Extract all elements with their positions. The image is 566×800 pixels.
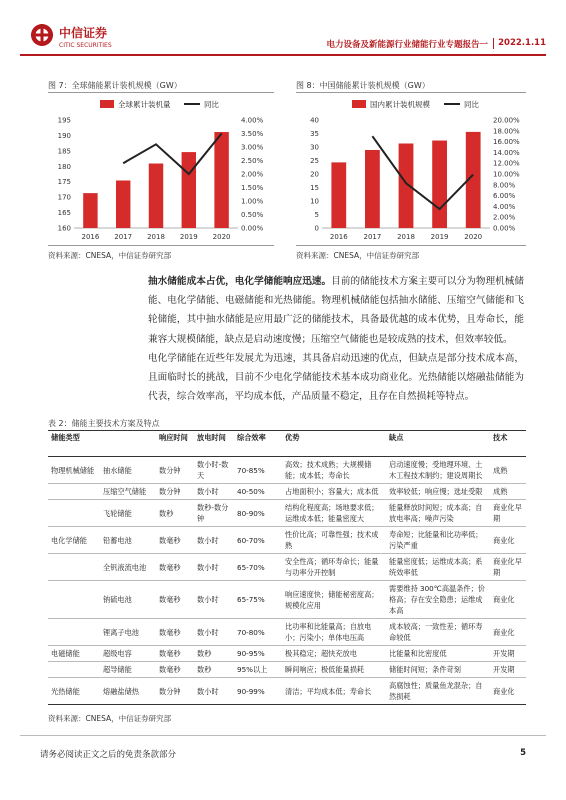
x-tick-label: 2017	[363, 233, 382, 241]
body-text	[148, 272, 524, 406]
y-tick-label: 185	[57, 147, 71, 156]
table-cell: 开发期	[490, 662, 526, 678]
col-header: 储能类型	[48, 431, 100, 457]
y-tick-label: 20	[310, 170, 319, 179]
col-header: 技术	[490, 431, 526, 457]
legend-label: 同比	[204, 100, 219, 109]
y-tick-label: 0	[314, 224, 319, 233]
line-series	[123, 134, 221, 175]
table-cell: 90-95%	[234, 646, 282, 662]
table-cell: 储能时间短；条件苛刻	[386, 662, 490, 678]
citic-logo-icon	[28, 22, 158, 52]
y2-tick-label: 8.00%	[493, 181, 516, 190]
table-cell: 极其稳定；超快充放电	[282, 646, 386, 662]
table-cell: 商业化早期	[490, 554, 526, 581]
table-row	[48, 527, 526, 554]
figure8-top-rule	[296, 92, 526, 93]
y2-tick-label: 14.00%	[493, 148, 520, 157]
table-cell: 65-75%	[234, 581, 282, 619]
header-separator	[493, 38, 494, 49]
table-cell: 70-85%	[234, 457, 282, 484]
footer-disclaimer: 请务必阅读正文之后的免责条款部分	[40, 750, 177, 760]
y-tick-label: 30	[310, 143, 319, 152]
citic-logo	[28, 22, 158, 52]
table-cell: 瞬间响应；极低能量损耗	[282, 662, 386, 678]
y2-tick-label: 2.00%	[493, 213, 516, 222]
y-tick-label: 5	[314, 211, 319, 219]
table-cell: 启动速度慢；受地理环境、土木工程技术制约；建设周期长	[386, 457, 490, 484]
col-header	[100, 431, 156, 457]
col-header: 优势	[282, 431, 386, 457]
table-cell: 80-90%	[234, 500, 282, 527]
table-cell: 全钒液流电池	[100, 554, 156, 581]
table-cell: 飞轮储能	[100, 500, 156, 527]
table-cell: 60-70%	[234, 527, 282, 554]
table-cell: 寿命短；比能量和比功率低；污染严重	[386, 527, 490, 554]
table-cell: 数毫秒	[156, 619, 194, 646]
table-cell: 高腐蚀性；质量鱼龙混杂；自然损耗	[386, 678, 490, 705]
table-cell: 安全性高；循环寿命长；能量与功率分开控制	[282, 554, 386, 581]
table-cell: 压缩空气储能	[100, 484, 156, 500]
y2-tick-label: 16.00%	[493, 138, 520, 147]
x-tick-label: 2018	[147, 233, 165, 241]
table-cell: 商业化	[490, 619, 526, 646]
table-cell: 抽水储能	[100, 457, 156, 484]
x-tick-label: 2018	[397, 233, 415, 241]
table-cell	[48, 500, 100, 527]
y2-tick-label: 2.50%	[241, 157, 264, 165]
table-cell: 成熟	[490, 457, 526, 484]
table-cell: 钠硫电池	[100, 581, 156, 619]
y2-tick-label: 20.00%	[493, 116, 520, 125]
table-cell: 成本较高；一致性差；循环寿命较低	[386, 619, 490, 646]
bar	[83, 193, 97, 228]
bar	[116, 180, 130, 228]
table-row	[48, 662, 526, 678]
table-cell: 数小时	[194, 554, 234, 581]
table-cell: 数小时	[194, 581, 234, 619]
table-cell: 成熟	[490, 484, 526, 500]
table-cell: 数毫秒	[156, 581, 194, 619]
table-cell: 开发期	[490, 646, 526, 662]
x-tick-label: 2019	[179, 233, 198, 241]
table-cell	[48, 581, 100, 619]
table-cell: 能量释放时间短；成本高；自放电率高；噪声污染	[386, 500, 490, 527]
table-cell: 占地面积小；容量大；成本低	[282, 484, 386, 500]
paragraph-heading: 抽水储能成本占优，电化学储能响应迅速。	[148, 276, 332, 287]
figure7-chart	[48, 94, 274, 244]
table-row	[48, 678, 526, 705]
table-row	[48, 581, 526, 619]
bar	[399, 143, 414, 228]
table-cell: 高效；技术成熟；大规模储能；成本低；寿命长	[282, 457, 386, 484]
y-tick-label: 15	[310, 184, 319, 192]
table-cell: 铅蓄电池	[100, 527, 156, 554]
table-cell: 清洁；平均成本低；寿命长	[282, 678, 386, 705]
table-cell: 数小时	[194, 678, 234, 705]
table-cell: 物理机械储能	[48, 457, 100, 484]
table-title: 表 2：储能主要技术方案及特点	[48, 419, 160, 428]
header-rule	[20, 54, 546, 56]
legend-swatch-bar	[352, 100, 366, 108]
table-cell: 数毫秒	[156, 527, 194, 554]
y2-tick-label: 1.50%	[241, 184, 264, 192]
table-cell: 能量密度低；运维成本高；系统效率低	[386, 554, 490, 581]
table-cell: 数分钟	[156, 457, 194, 484]
bar	[182, 152, 196, 228]
table-row	[48, 484, 526, 500]
y2-tick-label: 3.00%	[241, 143, 264, 152]
figure7-bottom-rule	[48, 245, 274, 246]
y2-tick-label: 12.00%	[493, 159, 520, 168]
legend-label: 全球累计装机量	[118, 100, 171, 109]
brand-en: CITIC SECURITIES	[59, 42, 112, 49]
table-cell: 性价比高；可靠性强；技术成熟	[282, 527, 386, 554]
y-tick-label: 180	[57, 162, 71, 171]
table-row	[48, 619, 526, 646]
table-cell: 结构化程度高；场地要求低；运维成本低；能量密度大	[282, 500, 386, 527]
x-tick-label: 2016	[329, 233, 348, 241]
table-source: 资料来源：CNESA，中信证券研究部	[48, 714, 172, 723]
table-cell: 95%以上	[234, 662, 282, 678]
table-cell: 数小时	[194, 484, 234, 500]
figure8-bottom-rule	[296, 245, 526, 246]
report-date: 2022.1.11	[498, 38, 546, 48]
figure7-top-rule	[48, 92, 274, 93]
bar	[149, 164, 163, 228]
table-cell: 商业化早期	[490, 500, 526, 527]
y-tick-label: 10	[310, 197, 319, 206]
table-cell: 锂离子电池	[100, 619, 156, 646]
bar	[331, 162, 346, 228]
y2-tick-label: 18.00%	[493, 127, 520, 136]
table-cell: 数毫秒	[156, 554, 194, 581]
table-cell: 数毫秒	[156, 662, 194, 678]
y2-tick-label: 2.00%	[241, 170, 264, 179]
tech-table	[48, 430, 526, 705]
table-cell: 超级电容	[100, 646, 156, 662]
page-number: 5	[520, 748, 526, 758]
y2-tick-label: 4.00%	[241, 116, 264, 125]
table-cell: 超导储能	[100, 662, 156, 678]
bar	[365, 150, 380, 228]
page-header	[20, 22, 546, 56]
table-cell: 商业化	[490, 678, 526, 705]
y2-tick-label: 0.00%	[241, 224, 264, 233]
table-cell: 响应速度快；储能秘密度高；规模化应用	[282, 581, 386, 619]
line-series	[372, 136, 473, 209]
legend-swatch-bar	[100, 100, 114, 108]
x-tick-label: 2020	[212, 233, 231, 241]
y2-tick-label: 6.00%	[493, 192, 516, 201]
table-cell: 商业化	[490, 581, 526, 619]
table-cell: 熔融盐储热	[100, 678, 156, 705]
y2-tick-label: 1.00%	[241, 197, 264, 206]
table-cell	[48, 484, 100, 500]
report-title: 电力设备及新能源行业储能行业专题报告一	[326, 40, 488, 50]
table-cell: 数秒	[156, 500, 194, 527]
y2-tick-label: 4.00%	[493, 202, 516, 211]
table-cell: 90-99%	[234, 678, 282, 705]
brand-cn: 中信证券	[59, 26, 108, 40]
table-cell: 电化学储能	[48, 527, 100, 554]
footer-rule	[20, 735, 546, 736]
y2-tick-label: 0.00%	[493, 224, 516, 233]
y-tick-label: 195	[57, 116, 71, 125]
table-cell: 需要维持 300℃高温条件；价格高；存在安全隐患；运维成本高	[386, 581, 490, 619]
legend-label: 国内累计装机规模	[370, 100, 430, 109]
table-cell: 数分钟	[156, 484, 194, 500]
table-cell	[48, 554, 100, 581]
table-row	[48, 457, 526, 484]
y-tick-label: 165	[57, 209, 71, 218]
paragraph-1-text: 目前的储能技术方案主要可以分为物理机械储能、电化学储能、电磁储能和光热储能。物理机械储能包括抽水储能、压缩空气储能和飞轮储能，其中抽水储能是应用最广泛的储能技术，具备最优越的成本优势，且寿命长，能兼容大规模储能，缺点是启动速度慢；压缩空气储能也是较成熟的技术，但效率较低。	[148, 276, 524, 345]
col-header: 响应时间	[156, 431, 194, 457]
table-row	[48, 500, 526, 527]
figure8-chart	[296, 94, 526, 244]
table-cell: 70-80%	[234, 619, 282, 646]
figure7-title: 图 7：全球储能累计装机规模（GW）	[48, 81, 182, 90]
table-cell: 数小时	[194, 527, 234, 554]
y2-tick-label: 10.00%	[493, 170, 520, 179]
table-cell: 比能量和比密度低	[386, 646, 490, 662]
table-cell: 数秒-数分钟	[194, 500, 234, 527]
y-tick-label: 160	[57, 224, 71, 233]
table-cell: 数小时-数天	[194, 457, 234, 484]
table-row	[48, 554, 526, 581]
bar	[432, 141, 447, 228]
table-cell: 65-70%	[234, 554, 282, 581]
paragraph-1	[148, 272, 524, 349]
figure8-source: 资料来源：CNESA，中信证券研究部	[296, 251, 420, 260]
figure7-source: 资料来源：CNESA，中信证券研究部	[48, 251, 172, 260]
figure8-title: 图 8：中国储能累计装机规模（GW）	[296, 81, 430, 90]
table-cell: 效率较低；响应慢；选址受限	[386, 484, 490, 500]
table-cell: 数分钟	[156, 678, 194, 705]
table-cell: 数秒	[194, 646, 234, 662]
table-cell: 数秒	[194, 662, 234, 678]
table-cell	[48, 619, 100, 646]
y-tick-label: 190	[57, 131, 71, 140]
y-tick-label: 170	[57, 193, 71, 202]
col-header: 放电时间	[194, 431, 234, 457]
y-tick-label: 25	[310, 157, 319, 165]
y-tick-label: 35	[310, 130, 319, 138]
col-header: 缺点	[386, 431, 490, 457]
table-header-row	[48, 431, 526, 457]
x-tick-label: 2019	[430, 233, 449, 241]
table-cell: 商业化	[490, 527, 526, 554]
x-tick-label: 2017	[114, 233, 133, 241]
y2-tick-label: 3.50%	[241, 130, 264, 138]
table-row	[48, 646, 526, 662]
x-tick-label: 2016	[81, 233, 100, 241]
table-cell: 电磁储能	[48, 646, 100, 662]
legend-label: 同比	[464, 100, 479, 109]
table-cell: 数毫秒	[156, 646, 194, 662]
col-header: 综合效率	[234, 431, 282, 457]
table-cell: 数小时	[194, 619, 234, 646]
table-cell: 40-50%	[234, 484, 282, 500]
bar	[214, 132, 228, 228]
table-cell: 比功率和比能量高；自放电小；污染小；单体电压高	[282, 619, 386, 646]
paragraph-2: 电化学储能在近些年发展尤为迅速，其具备启动迅速的优点，但缺点是部分技术成本高，且面临时长的挑战，目前不少电化学储能技术基本成功商业化。光热储能以熔融盐储能为代表，综合效率高，平均成本低，产品质量不稳定，且存在自然损耗等特点。	[148, 352, 524, 403]
table-cell: 光热储能	[48, 678, 100, 705]
x-tick-label: 2020	[464, 233, 483, 241]
y-tick-label: 40	[310, 116, 319, 125]
y2-tick-label: 0.50%	[241, 211, 264, 219]
y-tick-label: 175	[57, 178, 71, 187]
table-cell	[48, 662, 100, 678]
